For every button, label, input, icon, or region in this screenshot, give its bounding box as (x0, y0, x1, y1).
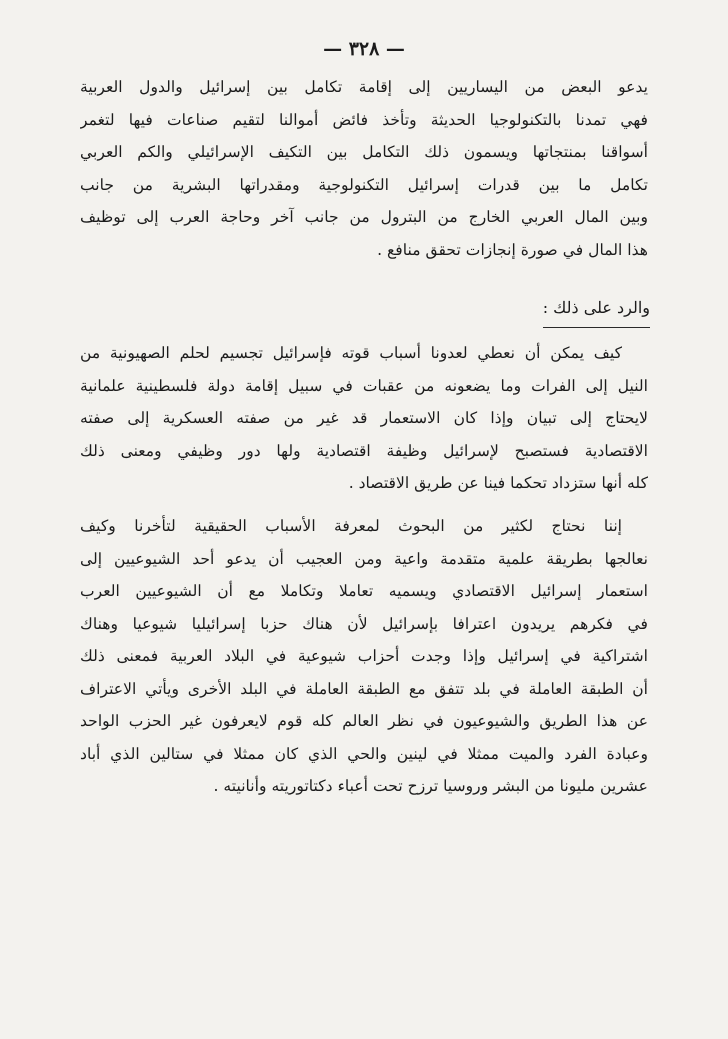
paragraph-line: أن الطبقة العاملة في بلد تتفق مع الطبقة العاملة في البلد الأخرى ويأتي الاعتراف (80, 679, 648, 698)
paragraph-3 (80, 510, 648, 803)
paragraph-line: يدعو البعض من اليساريين إلى إقامة تكامل بين إسرائيل والدول العربية (80, 78, 648, 96)
paragraph-line: تكامل ما بين قدرات إسرائيل التكنولوجية ومقدراتها البشرية من جانب (80, 175, 648, 194)
paragraph-line: عشرين مليونا من البشر وروسيا ترزح تحت أعباء دكتاتوريته وأنانيته . (213, 777, 648, 795)
paragraph-line: نعالجها بطريقة علمية متقدمة واعية ومن العجيب أن يدعو أحد الشيوعيين إلى (80, 549, 648, 568)
paragraph-line: الاقتصادية فستصبح لإسرائيل وظيفة اقتصادية ولها دور وظيفي ومعنى ذلك (80, 441, 648, 460)
paragraph-line: عن هذا الطريق والشيوعيون في نظر العالم كله قوم لايعرفون غير الحزب الواحد (80, 712, 648, 730)
paragraph-line: اشتراكية في إسرائيل وإذا وجدت أحزاب شيوعية في البلاد العربية فمعنى ذلك (80, 647, 648, 665)
page-number: — ٣٢٨ — (323, 38, 405, 60)
paragraph-line: فهي تمدنا بالتكنولوجيا الحديثة وتأخذ فائض أموالنا لتقيم صناعات فيها لتغمر (80, 110, 648, 129)
paragraph-line: النيل إلى الفرات وما يضعونه من عقبات في سبيل إقامة دولة فلسطينية علمانية (80, 376, 648, 395)
paragraph-2 (80, 337, 648, 500)
paragraph-line: وبين المال العربي الخارج من البترول من جانب آخر وحاجة العرب إلى توظيف (80, 208, 648, 226)
section-subheading: والرد على ذلك : (543, 293, 650, 328)
paragraph-1 (80, 71, 648, 266)
paragraph-line: إننا نحتاج لكثير من البحوث لمعرفة الأسباب الحقيقية لتأخرنا وكيف (80, 517, 622, 535)
paragraph-line: استعمار إسرائيل الاقتصادي ويسميه تعاملا وتكاملا مع أن الشيوعيين العرب (80, 582, 648, 600)
paragraph-line: هذا المال في صورة إنجازات تحقق منافع . (377, 240, 648, 259)
paragraph-line: كيف يمكن أن نعطي لعدونا أسباب قوته فإسرائيل تجسيم لحلم الصهيونية من (80, 344, 622, 362)
paragraph-line: كله أنها ستزداد تحكما فينا عن طريق الاقتصاد . (348, 474, 648, 492)
paragraph-line: لايحتاج إلى تبيان وإذا كان الاستعمار قد غير من صفته العسكرية إلى صفته (80, 409, 648, 427)
paragraph-line: في فكرهم يريدون اعترافا بإسرائيل لأن هناك حزبا إسرائيليا شيوعيا وهناك (80, 614, 648, 633)
paragraph-line: أسواقنا بمنتجاتها ويسمون ذلك التكامل بين التكيف الإسرائيلي والكم العربي (80, 143, 648, 161)
paragraph-line: وعبادة الفرد والميت ممثلا في لينين والحي الذي كان ممثلا في ستالين الذي أباد (80, 744, 648, 763)
